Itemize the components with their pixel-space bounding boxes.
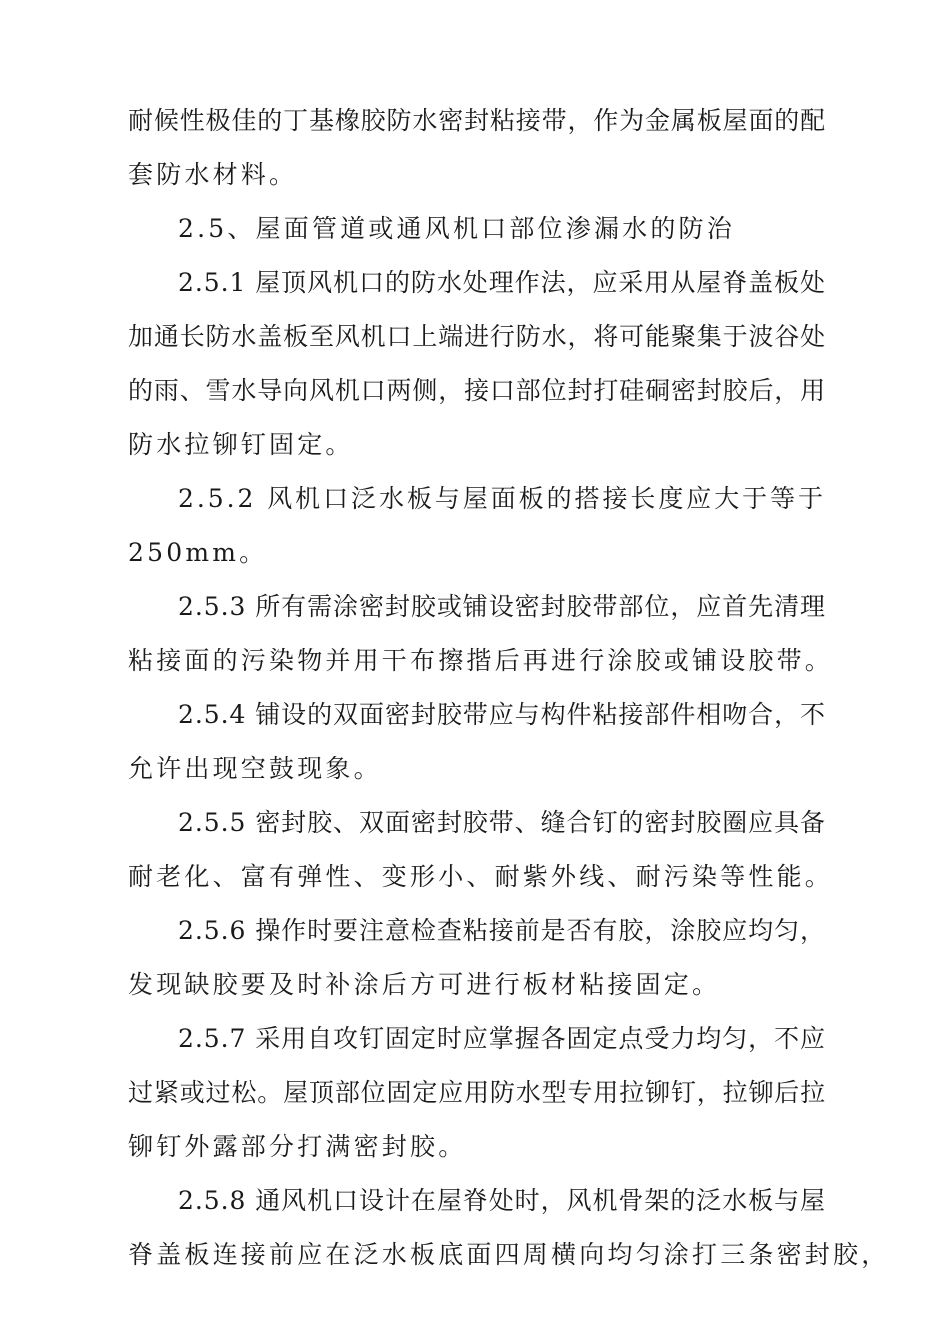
paragraph <box>128 202 826 256</box>
text-line: 防水拉铆钉固定。 <box>128 430 354 459</box>
paragraph <box>128 256 826 472</box>
paragraph <box>128 1174 890 1282</box>
text-line: 2.5.4 铺设的双面密封胶带应与构件粘接部件相吻合，不 <box>178 700 826 729</box>
text-line: 过紧或过松。屋顶部位固定应用防水型专用拉铆钉，拉铆后拉 <box>128 1078 826 1107</box>
text-line: 发现缺胶要及时补涂后方可进行板材粘接固定。 <box>128 970 721 999</box>
text-line: 2.5.5 密封胶、双面密封胶带、缝合钉的密封胶圈应具备 <box>178 808 826 837</box>
text-line: 2.5.8 通风机口设计在屋脊处时，风机骨架的泛水板与屋 <box>178 1186 826 1215</box>
text-line: 脊盖板连接前应在泛水板底面四周横向均匀涂打三条密封胶， <box>128 1240 890 1269</box>
text-line: 套防水材料。 <box>128 160 298 189</box>
text-line: 耐候性极佳的丁基橡胶防水密封粘接带，作为金属板屋面的配 <box>128 106 826 135</box>
text-line: 加通长防水盖板至风机口上端进行防水，将可能聚集于波谷处 <box>128 322 826 351</box>
text-line: 250mm。 <box>128 538 268 567</box>
text-line: 的雨、雪水导向风机口两侧，接口部位封打硅硐密封胶后，用 <box>128 376 826 405</box>
text-line: 耐老化、富有弹性、变形小、耐紫外线、耐污染等性能。 <box>128 862 834 891</box>
text-line: 2.5.1 屋顶风机口的防水处理作法，应采用从屋脊盖板处 <box>178 268 826 297</box>
paragraph <box>128 796 834 904</box>
text-line: 2.5.3 所有需涂密封胶或铺设密封胶带部位，应首先清理 <box>178 592 826 621</box>
text-line: 粘接面的污染物并用干布擦揩后再进行涂胶或铺设胶带。 <box>128 646 834 675</box>
document-page <box>128 94 890 1282</box>
paragraph <box>128 1012 826 1174</box>
text-line: 允许出现空鼓现象。 <box>128 754 382 783</box>
text-line: 铆钉外露部分打满密封胶。 <box>128 1132 467 1161</box>
paragraph <box>128 688 826 796</box>
text-line: 2.5.7 采用自攻钉固定时应掌握各固定点受力均匀，不应 <box>178 1024 826 1053</box>
text-line: 2.5、屋面管道或通风机口部位渗漏水的防治 <box>178 214 735 243</box>
paragraph <box>128 94 826 202</box>
text-line: 2.5.2 风机口泛水板与屋面板的搭接长度应大于等于 <box>178 484 826 513</box>
text-line: 2.5.6 操作时要注意检查粘接前是否有胶，涂胶应均匀， <box>178 916 826 945</box>
paragraph <box>128 904 826 1012</box>
paragraph <box>128 472 826 580</box>
paragraph <box>128 580 834 688</box>
